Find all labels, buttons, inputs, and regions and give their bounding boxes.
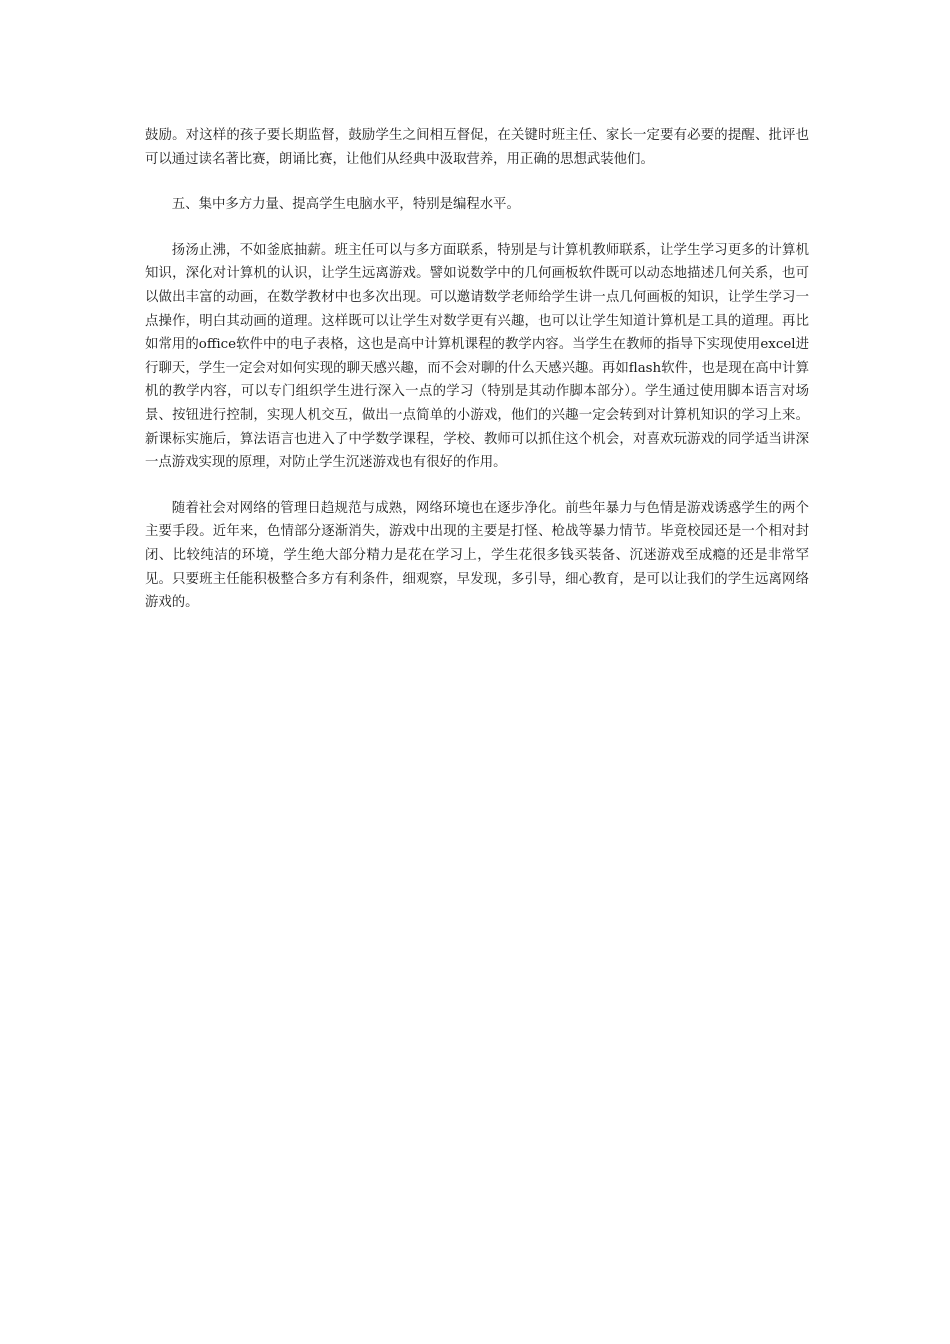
document-body	[145, 124, 809, 637]
paragraph-computer-skills: 扬汤止沸，不如釜底抽薪。班主任可以与多方面联系，特别是与计算机教师联系，让学生学习更多的计算机知识，深化对计算机的认识，让学生远离游戏。譬如说数学中的几何画板软件既可以动态地描述几何关系，也可以做出丰富的动画，在数学教材中也多次出现。可以邀请数学老师给学生讲一点几何画板的知识，让学生学习一点操作，明白其动画的道理。这样既可以让学生对数学更有兴趣，也可以让学生知道计算机是工具的道理。再比如常用的office软件中的电子表格，这也是高中计算机课程的教学内容。当学生在教师的指导下实现使用excel进行聊天，学生一定会对如何实现的聊天感兴趣，而不会对聊的什么天感兴趣。再如flash软件，也是现在高中计算机的教学内容，可以专门组织学生进行深入一点的学习（特别是其动作脚本部分）。学生通过使用脚本语言对场景、按钮进行控制，实现人机交互，做出一点简单的小游戏，他们的兴趣一定会转到对计算机知识的学习上来。新课标实施后，算法语言也进入了中学数学课程，学校、教师可以抓住这个机会，对喜欢玩游戏的同学适当讲深一点游戏实现的原理，对防止学生沉迷游戏也有很好的作用。	[145, 242, 809, 471]
paragraph-conclusion: 随着社会对网络的管理日趋规范与成熟，网络环境也在逐步净化。前些年暴力与色情是游戏诱惑学生的两个主要手段。近年来，色情部分逐渐消失，游戏中出现的主要是打怪、枪战等暴力情节。毕竟校园还是一个相对封闭、比较纯洁的环境，学生绝大部分精力是花在学习上，学生花很多钱买装备、沉迷游戏至成瘾的还是非常罕见。只要班主任能积极整合多方有利条件，细观察，早发现，多引导，细心教育，是可以让我们的学生远离网络游戏的。	[145, 500, 809, 611]
section-heading-five: 五、集中多方力量、提高学生电脑水平，特别是编程水平。	[171, 197, 520, 213]
paragraph-continuation: 鼓励。对这样的孩子要长期监督，鼓励学生之间相互督促，在关键时班主任、家长一定要有必要的提醒、批评也可以通过读名著比赛，朗诵比赛，让他们从经典中汲取营养，用正确的思想武装他们。	[145, 128, 809, 167]
